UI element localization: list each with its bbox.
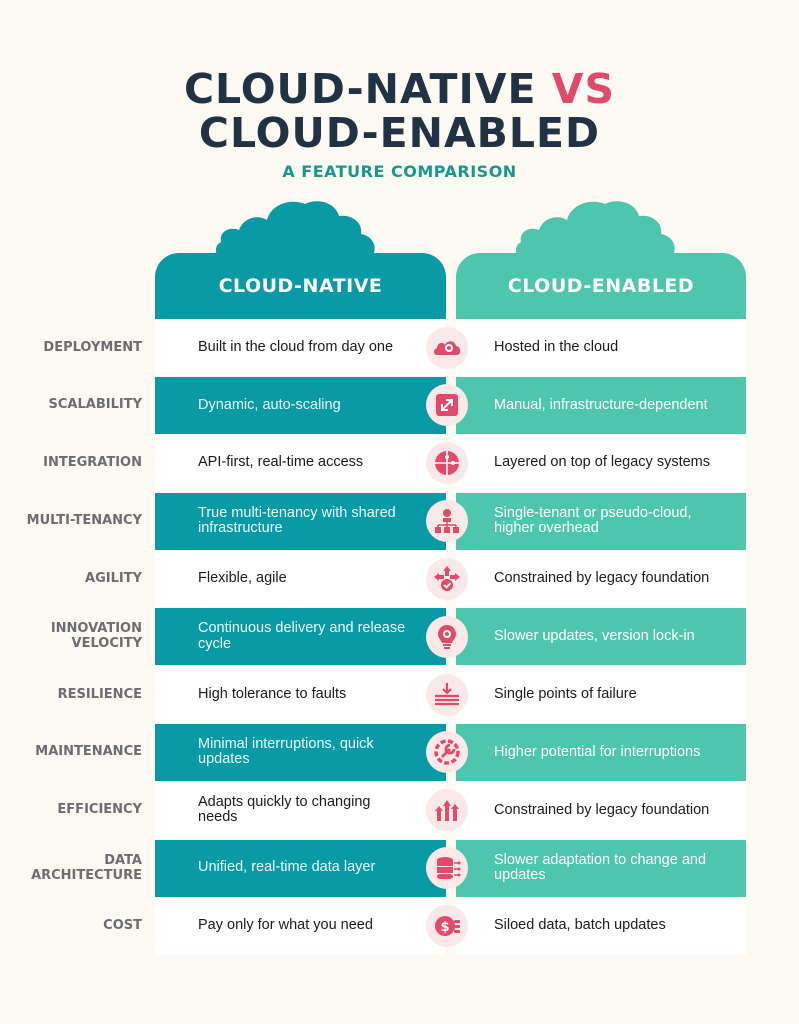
enabled-cell-text: Manual, infrastructure-dependent xyxy=(494,396,708,413)
enabled-cell-text: Single points of failure xyxy=(494,685,637,702)
row-label-4: AGILITY xyxy=(85,570,142,586)
native-cell xyxy=(155,550,446,607)
native-cell-text: True multi-tenancy with shared infrastructure xyxy=(198,504,396,537)
native-cell-text: Built in the cloud from day one xyxy=(198,338,394,355)
native-cell xyxy=(155,608,446,665)
page-subtitle: A FEATURE COMPARISON xyxy=(282,162,517,181)
native-cell-text: API-first, real-time access xyxy=(198,454,364,471)
row-label-1: SCALABILITY xyxy=(48,397,142,413)
enabled-cell-text: Siloed data, batch updates xyxy=(494,917,666,934)
database-icon-glyph xyxy=(432,853,462,883)
impact-layers-icon-glyph xyxy=(432,680,462,710)
dollar-coins-icon-glyph xyxy=(432,911,462,941)
arrows-check-icon xyxy=(426,558,468,600)
row-label-7: MAINTENANCE xyxy=(35,744,142,760)
enabled-cell xyxy=(456,493,746,550)
row-label-9: DATA ARCHITECTURE xyxy=(31,852,142,883)
wrench-gear-icon xyxy=(426,731,468,773)
row-label-8: EFFICIENCY xyxy=(57,802,142,818)
enabled-cell-text: Slower adaptation to change and updates xyxy=(494,851,707,884)
enabled-cell-text: Layered on top of legacy systems xyxy=(494,454,711,471)
enabled-cell xyxy=(456,840,746,897)
enabled-cell xyxy=(456,319,746,376)
native-cell xyxy=(155,319,446,376)
native-cell xyxy=(155,840,446,897)
growth-arrows-icon-glyph xyxy=(432,795,462,825)
column-header-cloud-enabled: CLOUD-ENABLED xyxy=(456,253,746,319)
native-cell-text: High tolerance to faults xyxy=(198,685,347,702)
native-cell xyxy=(155,782,446,839)
native-cell xyxy=(155,666,446,723)
cloud-native-cloud-icon xyxy=(213,196,379,258)
native-cell-text: Unified, real-time data layer xyxy=(198,859,376,876)
database-icon xyxy=(426,847,468,889)
native-cell-text: Dynamic, auto-scaling xyxy=(198,396,341,413)
impact-layers-icon xyxy=(426,674,468,716)
row-label-5: INNOVATION VELOCITY xyxy=(50,621,142,652)
lightbulb-gear-icon xyxy=(426,616,468,658)
puzzle-icon-glyph xyxy=(432,448,462,478)
enabled-cell-text: Constrained by legacy foundation xyxy=(494,570,710,587)
cloud-gear-icon xyxy=(426,327,468,369)
cloud-gear-icon-glyph xyxy=(432,333,462,363)
puzzle-icon xyxy=(426,442,468,484)
resize-arrows-icon-glyph xyxy=(432,390,462,420)
native-cell-text: Flexible, agile xyxy=(198,570,287,587)
column-header-cloud-native: CLOUD-NATIVE xyxy=(155,253,446,319)
row-label-3: MULTI-TENANCY xyxy=(26,513,142,529)
row-label-0: DEPLOYMENT xyxy=(43,339,142,355)
enabled-cell-text: Constrained by legacy foundation xyxy=(494,801,710,818)
enabled-cell-text: Hosted in the cloud xyxy=(494,338,619,355)
title-vs: VS xyxy=(551,65,616,113)
row-label-10: COST xyxy=(103,918,142,933)
native-cell xyxy=(155,898,446,955)
enabled-cell xyxy=(456,435,746,492)
enabled-cell xyxy=(456,724,746,781)
enabled-cell xyxy=(456,666,746,723)
native-cell-text: Adapts quickly to changing needs xyxy=(198,793,371,826)
enabled-cell xyxy=(456,898,746,955)
network-tenants-icon-glyph xyxy=(432,506,462,536)
native-cell xyxy=(155,493,446,550)
enabled-cell-text: Slower updates, version lock-in xyxy=(494,628,695,644)
network-tenants-icon xyxy=(426,500,468,542)
enabled-cell-text: Higher potential for interruptions xyxy=(494,743,701,760)
native-cell-text: Pay only for what you need xyxy=(198,917,373,934)
enabled-cell xyxy=(456,550,746,607)
native-cell xyxy=(155,435,446,492)
resize-arrows-icon xyxy=(426,384,468,426)
dollar-coins-icon xyxy=(426,905,468,947)
enabled-cell xyxy=(456,782,746,839)
enabled-cell xyxy=(456,377,746,434)
enabled-cell-text: Single-tenant or pseudo-cloud, higher overhead xyxy=(494,504,692,537)
native-cell-text: Continuous delivery and release cycle xyxy=(198,620,406,652)
lightbulb-gear-icon-glyph xyxy=(432,622,462,652)
arrows-check-icon-glyph xyxy=(432,564,462,594)
wrench-gear-icon-glyph xyxy=(432,737,462,767)
native-cell xyxy=(155,724,446,781)
native-cell-text: Minimal interruptions, quick updates xyxy=(198,735,374,768)
page-title-line2: CLOUD-ENABLED xyxy=(198,109,601,157)
title-cloud-native: CLOUD-NATIVE xyxy=(183,65,537,113)
row-label-6: RESILIENCE xyxy=(57,686,142,702)
page-title-line1 xyxy=(0,66,799,112)
growth-arrows-icon xyxy=(426,789,468,831)
svg-text:$: $ xyxy=(440,920,450,935)
native-cell xyxy=(155,377,446,434)
enabled-cell xyxy=(456,608,746,665)
row-label-2: INTEGRATION xyxy=(43,455,142,471)
cloud-enabled-cloud-icon xyxy=(513,196,679,258)
